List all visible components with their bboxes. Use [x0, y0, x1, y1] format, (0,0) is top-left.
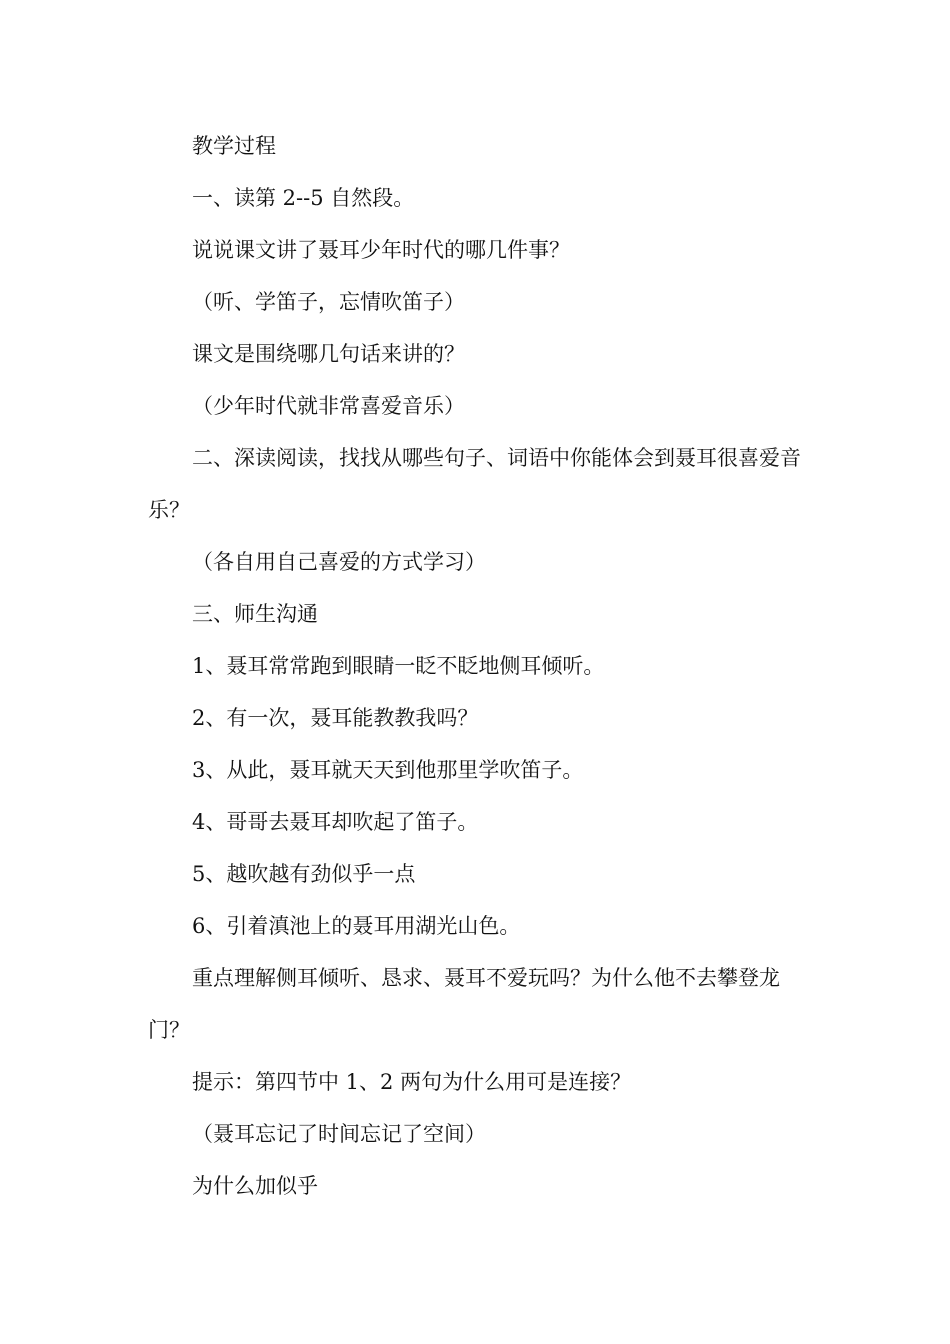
paragraph: 重点理解侧耳倾听、恳求、聂耳不爱玩吗？为什么他不去攀登龙门？	[148, 966, 780, 1042]
paragraph: 一、读第 2--5 自然段。	[192, 186, 415, 210]
document-body	[148, 120, 808, 1212]
paragraph: （听、学笛子，忘情吹笛子）	[192, 290, 465, 314]
paragraph: 为什么加似乎	[192, 1174, 318, 1198]
list-item: 6、引着滇池上的聂耳用湖光山色。	[192, 914, 521, 938]
paragraph: 课文是围绕哪几句话来讲的？	[192, 342, 465, 366]
paragraph: 提示：第四节中 1、2 两句为什么用可是连接？	[192, 1070, 632, 1094]
list-item: 4、哥哥去聂耳却吹起了笛子。	[192, 810, 479, 834]
list-item: 1、聂耳常常跑到眼睛一眨不眨地侧耳倾听。	[192, 654, 605, 678]
paragraph: （各自用自己喜爱的方式学习）	[192, 550, 486, 574]
paragraph: 三、师生沟通	[192, 602, 318, 626]
paragraph: （聂耳忘记了时间忘记了空间）	[192, 1122, 486, 1146]
paragraph: 说说课文讲了聂耳少年时代的哪几件事？	[192, 238, 570, 262]
paragraph: （少年时代就非常喜爱音乐）	[192, 394, 465, 418]
paragraph: 二、深读阅读，找找从哪些句子、词语中你能体会到聂耳很喜爱音乐？	[148, 446, 801, 522]
list-item: 3、从此，聂耳就天天到他那里学吹笛子。	[192, 758, 584, 782]
list-item: 2、有一次，聂耳能教教我吗？	[192, 706, 479, 730]
list-item: 5、越吹越有劲似乎一点	[192, 862, 416, 886]
section-heading: 教学过程	[192, 134, 276, 158]
